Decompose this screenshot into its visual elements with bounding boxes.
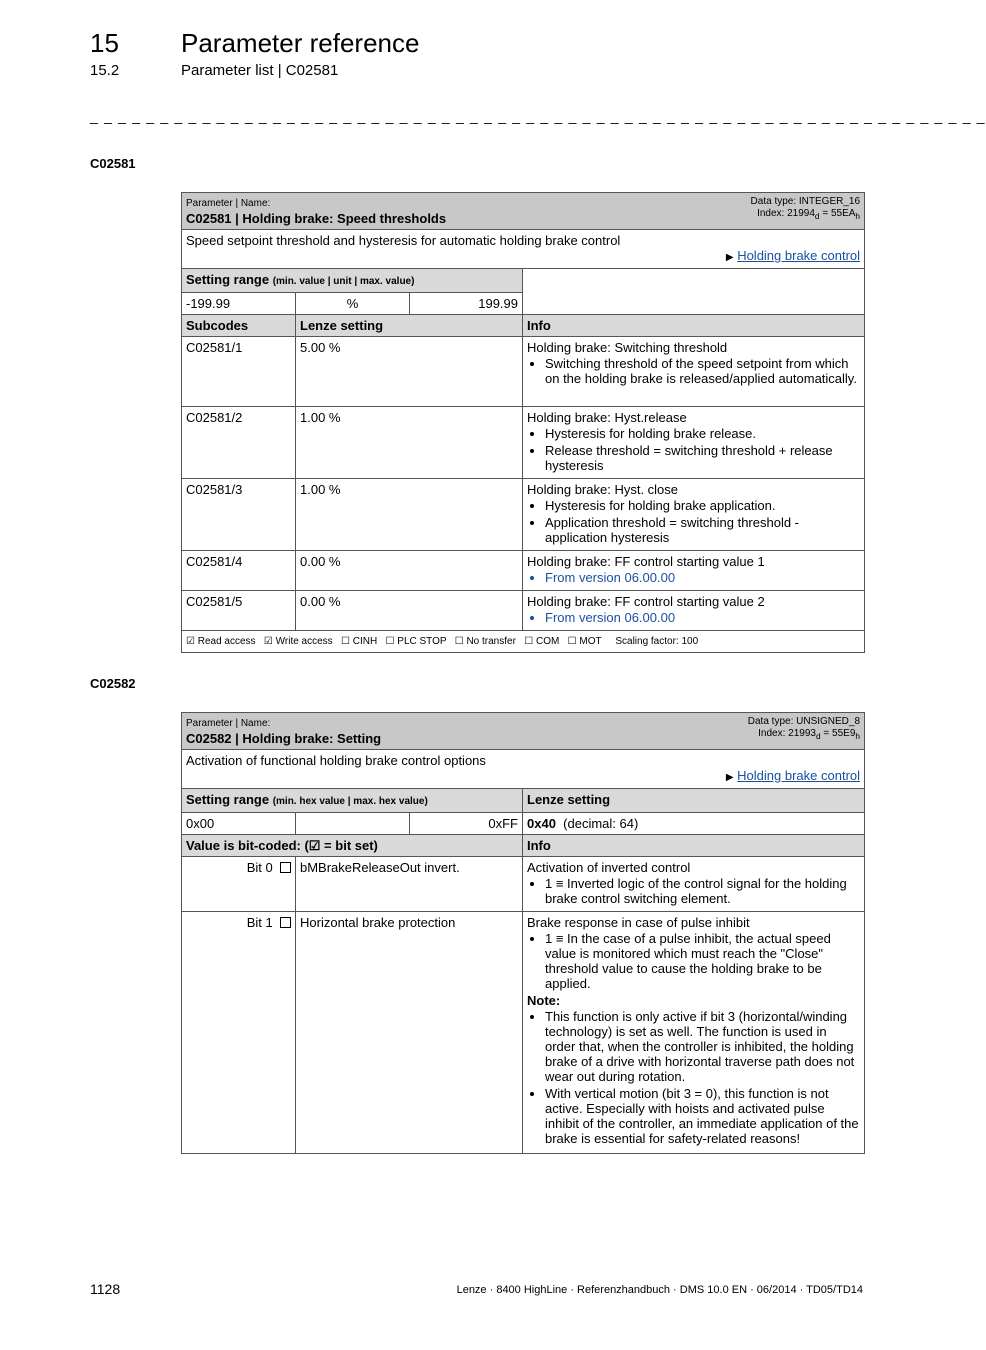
section-title: Parameter list | C02581 xyxy=(181,62,339,79)
info-cell: Brake response in case of pulse inhibit • 1 ≡ In the case of a pulse inhibit, the actual speed value is monitored which must reach the "Close" threshold value to cause the holding brake to be applied. Note: • This function is only active if bit 3 (horizontal/winding technology) is set as well. The function is used in order that, when the controller is inhibited, the holding brake of a drive with horizontal traverse path does not wear out during rotation. • With vertical motion (bit 3 = 0), this function is not active. Especially with hoists and activated pulse inhibit of the controller, an immediate application of the brake is essential for safety-related reasons! xyxy=(523,912,865,1154)
subcode: C02581/2 xyxy=(182,407,296,479)
data-type: Data type: INTEGER_16 xyxy=(750,196,861,207)
info-cell: Holding brake: FF control starting value 1 • From version 06.00.00 xyxy=(523,551,865,591)
col-info: Info xyxy=(523,315,865,337)
footer-text: Lenze · 8400 HighLine · Referenzhandbuch · DMS 10.0 EN · 06/2014 · TD05/TD14 xyxy=(456,1284,863,1296)
info-cell: Holding brake: Hyst.release • Hysteresis for holding brake release. • Release threshold = switching threshold + release hysteresis xyxy=(523,407,865,479)
table-row xyxy=(182,857,865,912)
checkbox-unchecked-icon xyxy=(280,917,291,928)
lenze-value: 1.00 % xyxy=(296,479,523,551)
empty-cell xyxy=(523,269,865,315)
checkbox-unchecked-icon xyxy=(280,862,291,873)
table-row xyxy=(182,591,865,631)
access-footer: ☑ Read access ☑ Write access ☐ CINH ☐ PLC STOP ☐ No transfer ☐ COM ☐ MOT Scaling factor: 100 xyxy=(182,631,865,653)
bit-coded-header: Value is bit-coded: (☑ = bit set) xyxy=(182,835,523,857)
param-label: Parameter | Name: xyxy=(186,718,271,729)
subcode: C02581/3 xyxy=(182,479,296,551)
lenze-value: 0.00 % xyxy=(296,551,523,591)
lenze-value: 0x40 (decimal: 64) xyxy=(523,813,865,835)
lenze-value: 1.00 % xyxy=(296,407,523,479)
lenze-value: 5.00 % xyxy=(296,337,523,407)
range-unit: % xyxy=(296,293,410,315)
holding-brake-link[interactable]: Holding brake control xyxy=(737,768,861,783)
bit-label: Bit 0 xyxy=(182,857,296,912)
col-subcodes: Subcodes xyxy=(182,315,296,337)
range-min: -199.99 xyxy=(182,293,296,315)
setting-range-header: Setting range (min. hex value | max. hex value) xyxy=(182,789,523,813)
description-cell xyxy=(182,230,865,269)
anchor-c02581: C02581 xyxy=(90,156,136,171)
info-cell: Holding brake: Switching threshold • Switching threshold of the speed setpoint from which on the holding brake is released/applied automatically. xyxy=(523,337,865,407)
info-cell: Holding brake: Hyst. close • Hysteresis for holding brake application. • Application threshold = switching threshold - application hysteresis xyxy=(523,479,865,551)
bit-label: Bit 1 xyxy=(182,912,296,1154)
parameter-table-c02582 xyxy=(181,712,865,1154)
empty-cell xyxy=(296,813,410,835)
param-index: Index: $21994_d = 55EA_h$ xyxy=(757,208,861,221)
description-cell xyxy=(182,750,865,789)
table-row xyxy=(182,337,865,407)
col-info: Info xyxy=(523,835,865,857)
parameter-table-c02581 xyxy=(181,192,865,653)
table-row xyxy=(182,551,865,591)
subcode: C02581/5 xyxy=(182,591,296,631)
param-header xyxy=(182,193,865,230)
table-row xyxy=(182,479,865,551)
table-row xyxy=(182,407,865,479)
anchor-c02582: C02582 xyxy=(90,676,136,691)
separator-line: _ _ _ _ _ _ _ _ _ _ _ _ _ _ _ _ _ _ _ _ _ _ _ _ _ _ _ _ _ _ _ _ _ _ _ _ _ _ _ _ _ _ _ _ _ _ _ _ _ _ _ _ _ _ _ _ _ _ _ _ _ _ _ _ xyxy=(90,108,986,124)
range-min: 0x00 xyxy=(182,813,296,835)
bit-name: bMBrakeReleaseOut invert. xyxy=(296,857,523,912)
param-index: Index: $21993_d = 55E9_h$ xyxy=(758,728,861,741)
subcode: C02581/1 xyxy=(182,337,296,407)
chapter-number: 15 xyxy=(90,28,119,58)
range-max: 199.99 xyxy=(410,293,523,315)
arrow-right-icon: ▶ xyxy=(725,772,734,783)
page-number: 1128 xyxy=(90,1281,121,1297)
table-row xyxy=(182,912,865,1154)
holding-brake-link[interactable]: Holding brake control xyxy=(737,248,861,263)
data-type: Data type: UNSIGNED_8 xyxy=(747,716,861,727)
lenze-setting-header: Lenze setting xyxy=(523,789,865,813)
section-number: 15.2 xyxy=(90,62,120,79)
lenze-value: 0.00 % xyxy=(296,591,523,631)
param-name: C02581 | Holding brake: Speed thresholds xyxy=(186,211,447,226)
info-cell: Activation of inverted control • 1 ≡ Inverted logic of the control signal for the holding brake control switching element. xyxy=(523,857,865,912)
col-lenze-setting: Lenze setting xyxy=(296,315,523,337)
info-cell: Holding brake: FF control starting value 2 • From version 06.00.00 xyxy=(523,591,865,631)
param-header xyxy=(182,713,865,750)
param-label: Parameter | Name: xyxy=(186,198,271,209)
param-description: Activation of functional holding brake control options xyxy=(186,753,486,768)
arrow-right-icon: ▶ xyxy=(725,252,734,263)
param-description: Speed setpoint threshold and hysteresis for automatic holding brake control xyxy=(186,233,621,248)
chapter-title: Parameter reference xyxy=(181,28,420,58)
setting-range-header: Setting range (min. value | unit | max. value) xyxy=(182,269,523,293)
bit-name: Horizontal brake protection xyxy=(296,912,523,1154)
range-max: 0xFF xyxy=(410,813,523,835)
param-name: C02582 | Holding brake: Setting xyxy=(186,731,382,746)
subcode: C02581/4 xyxy=(182,551,296,591)
